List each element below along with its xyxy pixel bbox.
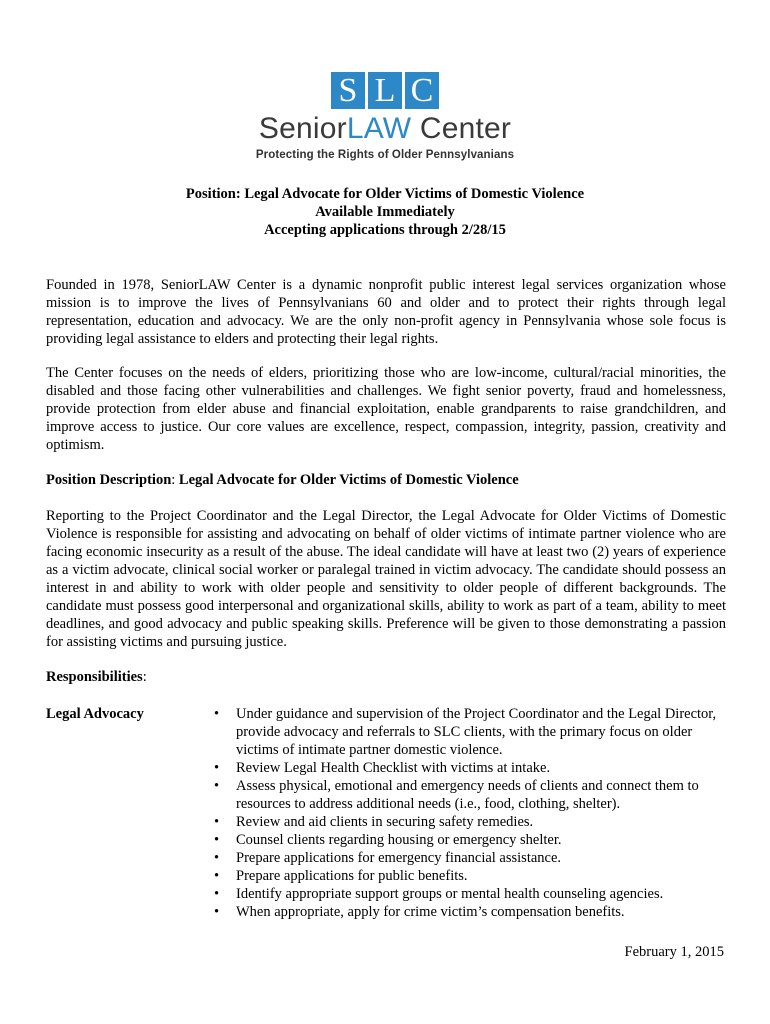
heading-availability: Available Immediately	[315, 204, 455, 220]
legal-advocacy-list	[214, 705, 728, 921]
document-date: February 1, 2015	[624, 944, 724, 960]
list-item	[214, 705, 728, 759]
legal-advocacy-label: Legal Advocacy	[46, 706, 144, 722]
logo-letter-s: S	[331, 72, 365, 109]
brand-prefix: Senior	[258, 112, 347, 145]
position-description-heading	[46, 471, 726, 489]
responsibilities-label: Responsibilities	[46, 669, 143, 685]
list-item	[214, 759, 728, 777]
logo-letter-l: L	[368, 72, 402, 109]
list-item	[214, 813, 728, 831]
list-item-text: When appropriate, apply for crime victim’s compensation benefits.	[236, 904, 625, 920]
list-item	[214, 777, 728, 813]
bullet-icon: •	[214, 706, 220, 722]
bullet-icon: •	[214, 778, 220, 794]
list-item-text: Counsel clients regarding housing or emergency shelter.	[236, 832, 562, 848]
responsibilities-colon: :	[142, 669, 147, 685]
bullet-icon: •	[214, 868, 220, 884]
list-item-text: Identify appropriate support groups or mental health counseling agencies.	[236, 886, 664, 902]
list-item	[214, 831, 728, 849]
intro-paragraph: Founded in 1978, SeniorLAW Center is a dynamic nonprofit public interest legal services organization whose mission is to improve the lives of Pennsylvanians 60 and older and to protect their rights through legal representation, education and advocacy. We are the only non-profit agency in Pennsylvania whose sole focus is providing legal assistance to elders and protecting their legal rights.	[46, 277, 726, 347]
position-description-paragraph: Reporting to the Project Coordinator and the Legal Director, the Legal Advocate for Older Victims of Domestic Violence is responsible for assisting and advocating on behalf of older victims of intimate partner violence who are facing economic insecurity as a result of the abuse. The ideal candidate will have at least two (2) years of experience as a victim advocate, clinical social worker or paralegal trained in victim advocacy. The candidate should possess an interest in and ability to work with older people and sensitivity to older people of different backgrounds. The candidate must possess good interpersonal and organizational skills, ability to work as part of a team, ability to meet deadlines, and good advocacy and public speaking skills. Preference will be given to those demonstrating a passion for assisting victims and pursuing justice.	[46, 508, 726, 650]
list-item-text: Prepare applications for public benefits.	[236, 868, 468, 884]
position-description-label: Position Description	[46, 472, 172, 488]
bullet-icon: •	[214, 760, 220, 776]
list-item	[214, 885, 728, 903]
bullet-icon: •	[214, 904, 220, 920]
brand-highlight: LAW	[346, 112, 412, 145]
logo-tagline: Protecting the Rights of Older Pennsylvanians	[255, 149, 515, 161]
position-description-colon: :	[171, 472, 176, 488]
list-item-text: Review and aid clients in securing safety remedies.	[236, 814, 534, 830]
list-item-text: Under guidance and supervision of the Project Coordinator and the Legal Director, provide advocacy and referrals to SLC clients, with the primary focus on older victims of intimate partner domestic violence.	[236, 706, 717, 758]
bullet-icon: •	[214, 850, 220, 866]
position-description-title: Legal Advocate for Older Victims of Domestic Violence	[175, 472, 519, 488]
list-item-text: Prepare applications for emergency financial assistance.	[236, 850, 562, 866]
brand-suffix: Center	[411, 112, 512, 145]
slc-letter-boxes	[331, 72, 439, 109]
list-item-text: Assess physical, emotional and emergency needs of clients and connect them to resources to address additional needs (i.e., food, clothing, shelter).	[236, 778, 699, 812]
logo-letter-c: C	[405, 72, 439, 109]
logo-brand-name	[0, 112, 770, 146]
bullet-icon: •	[214, 832, 220, 848]
list-item	[214, 867, 728, 885]
slc-logo	[0, 72, 770, 161]
list-item	[214, 849, 728, 867]
position-heading	[0, 185, 770, 239]
list-item	[214, 903, 728, 921]
list-item-text: Review Legal Health Checklist with victims at intake.	[236, 760, 551, 776]
responsibilities-heading	[46, 668, 726, 686]
focus-paragraph: The Center focuses on the needs of elders, prioritizing those who are low-income, cultural/racial minorities, the disabled and those facing other vulnerabilities and challenges. We fight senior poverty, fraud and homelessness, provide protection from elder abuse and financial exploitation, enable grandparents to raise grandchildren, and improve access to justice. Our core values are excellence, respect, compassion, integrity, passion, creativity and optimism.	[46, 365, 726, 453]
bullet-icon: •	[214, 814, 220, 830]
heading-title: Position: Legal Advocate for Older Victims of Domestic Violence	[185, 186, 585, 202]
bullet-icon: •	[214, 886, 220, 902]
heading-deadline: Accepting applications through 2/28/15	[264, 222, 506, 238]
